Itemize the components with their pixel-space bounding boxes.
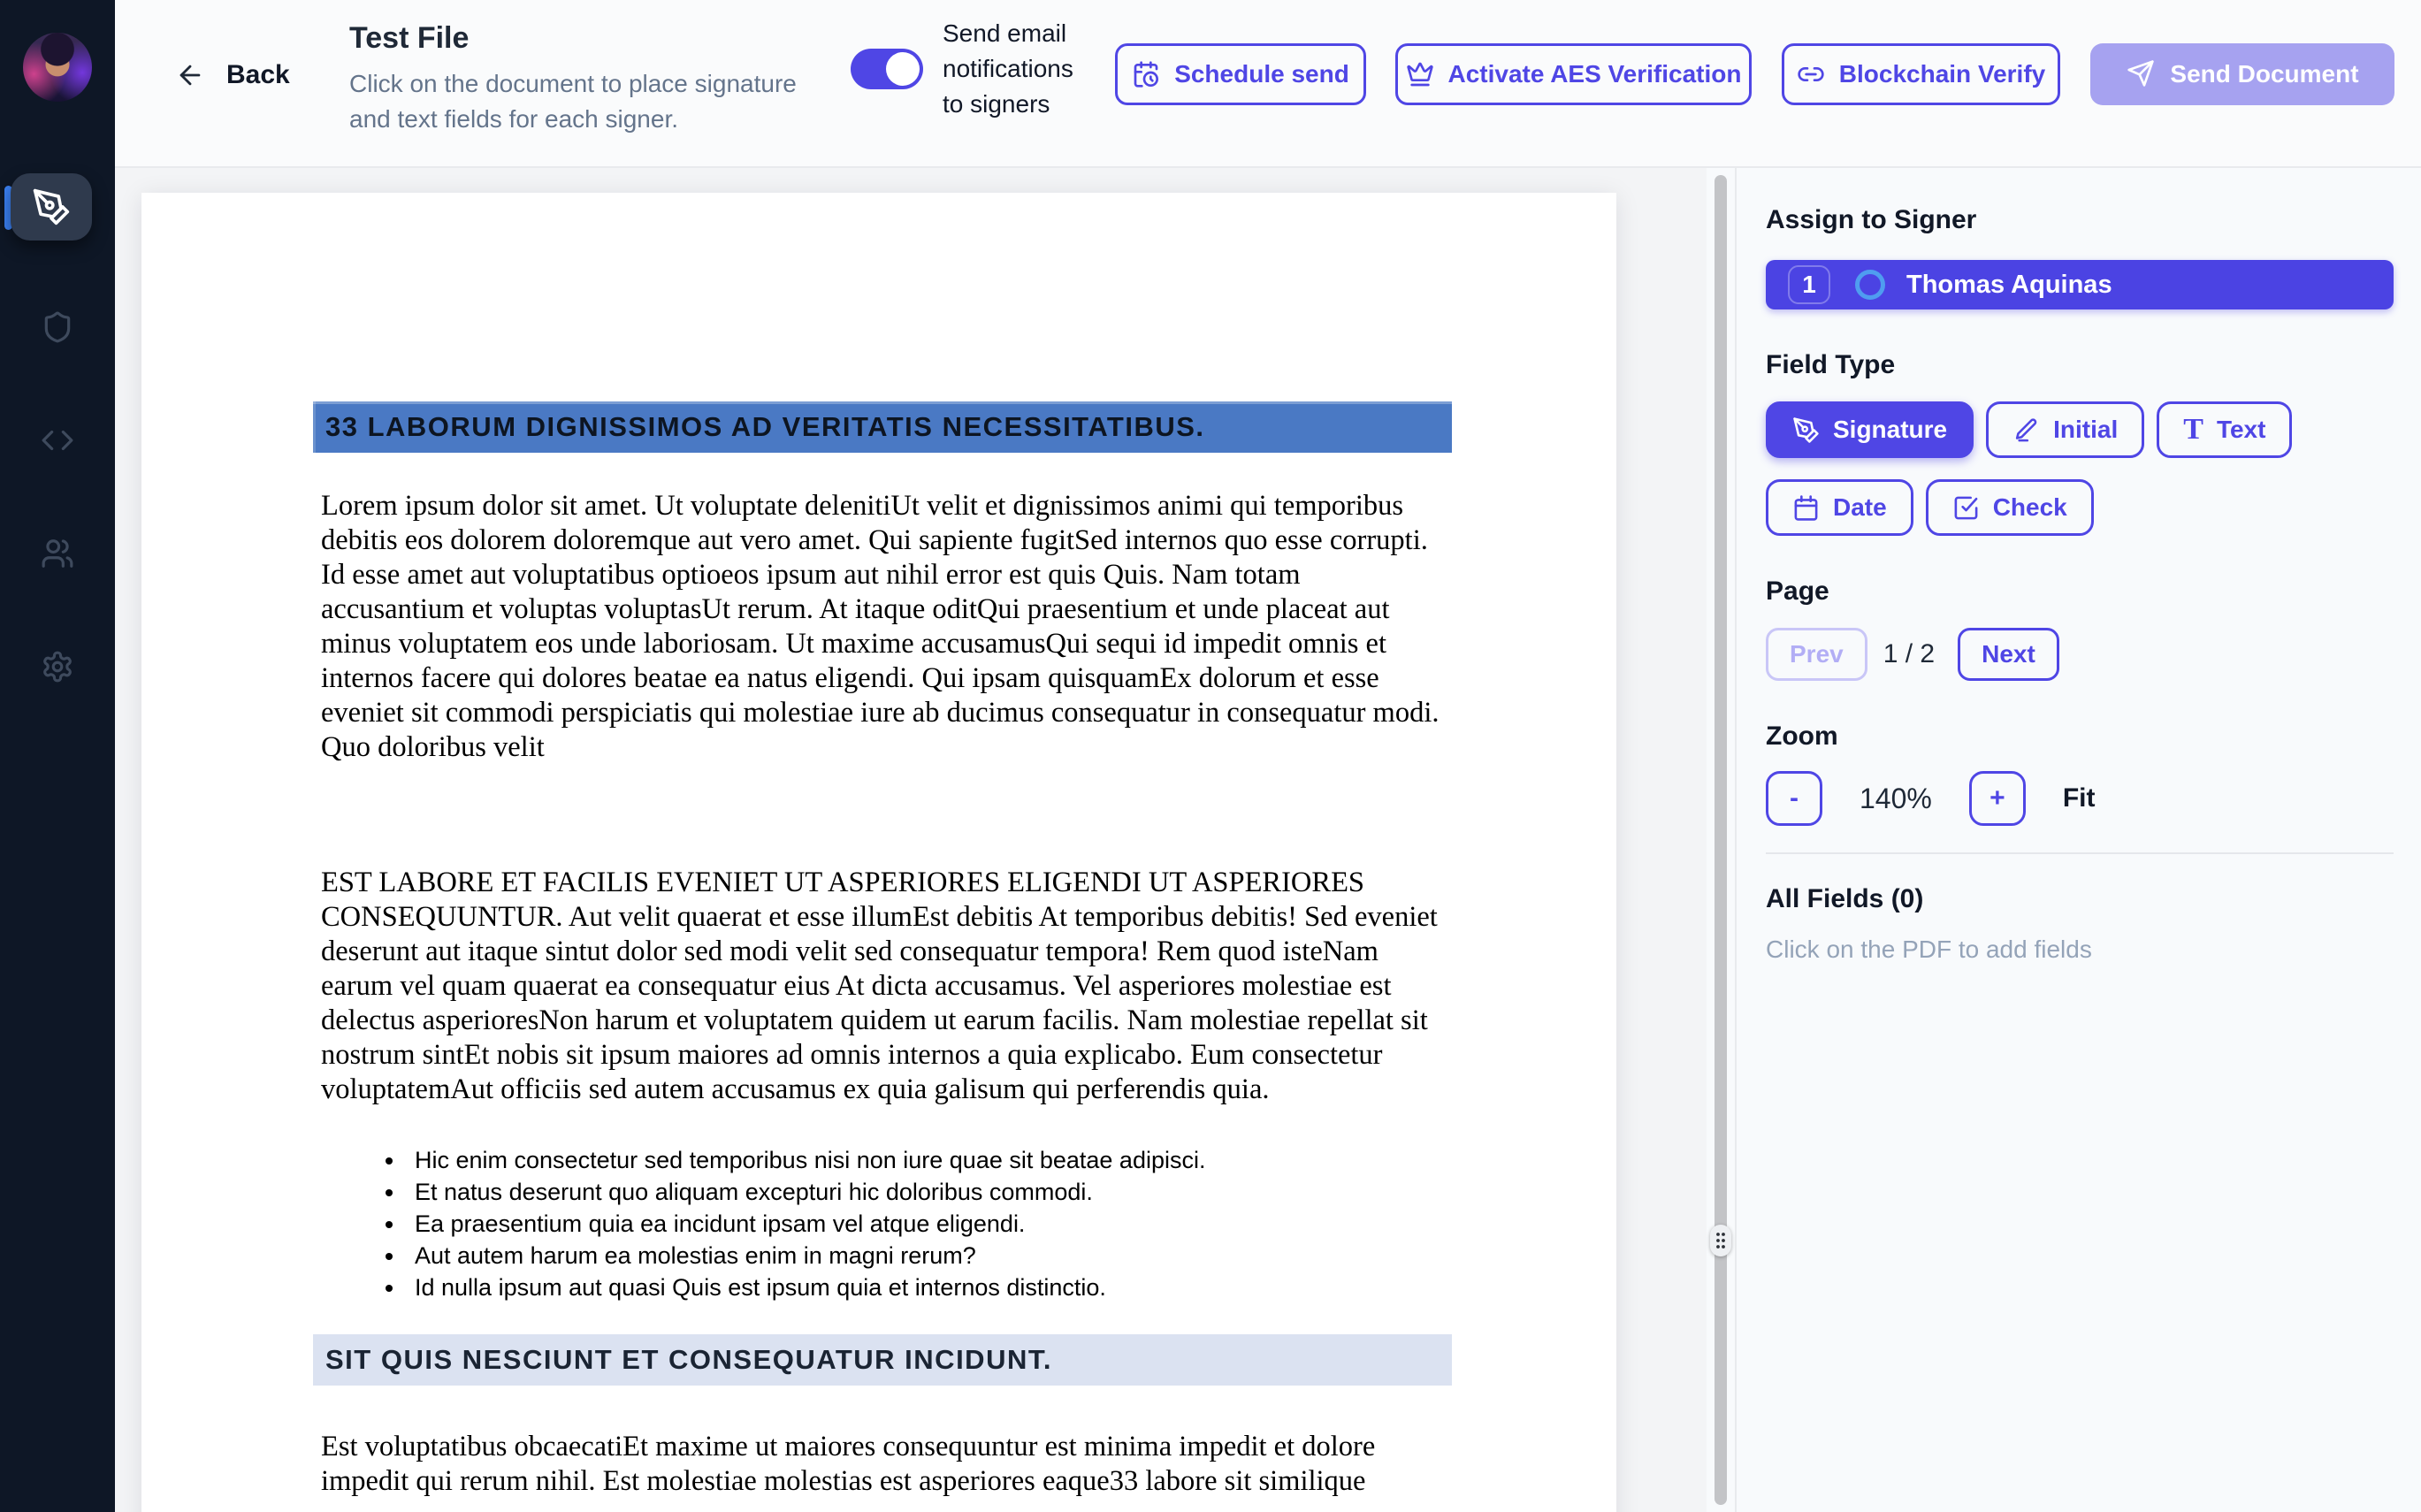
email-toggle-group — [851, 16, 1093, 122]
back-label: Back — [226, 60, 290, 89]
sidebar-item-signature[interactable] — [11, 173, 92, 241]
shield-icon — [41, 310, 74, 344]
paper-plane-icon — [2126, 59, 2156, 89]
signer-status-ring-icon — [1855, 270, 1885, 300]
signer-number-badge: 1 — [1788, 265, 1830, 304]
calendar-clock-icon — [1132, 60, 1160, 88]
document-bullet-list — [321, 1144, 1452, 1303]
field-type-date-button[interactable] — [1766, 479, 1913, 536]
bullet-item: • Id nulla ipsum aut quasi Quis est ipsum quia et internos distinctio. — [406, 1271, 1452, 1303]
users-icon — [41, 537, 74, 570]
text-T-icon: T — [2183, 413, 2203, 446]
field-panel — [1735, 168, 2421, 1512]
user-avatar[interactable] — [23, 33, 92, 102]
signer-item[interactable] — [1766, 260, 2394, 309]
zoom-value: 140% — [1860, 782, 1932, 814]
assign-signer-heading: Assign to Signer — [1766, 205, 1977, 234]
bullet-item: • Et natus deserunt quo aliquam excepturi hic doloribus commodi. — [406, 1176, 1452, 1208]
scrollbar-thumb[interactable] — [1715, 175, 1727, 1505]
fit-button[interactable]: Fit — [2062, 783, 2096, 813]
field-type-row-1 — [1766, 401, 2394, 458]
activate-aes-label: Activate AES Verification — [1447, 60, 1742, 88]
pdf-viewer[interactable] — [115, 168, 1707, 1512]
link-icon — [1797, 60, 1825, 88]
page-indicator: 1 / 2 — [1883, 639, 1936, 668]
pdf-page[interactable] — [141, 193, 1616, 1512]
arrow-left-icon — [175, 60, 205, 90]
all-fields-hint: Click on the PDF to add fields — [1766, 935, 2092, 963]
field-type-check-button[interactable] — [1926, 479, 2094, 536]
document-heading-1 — [313, 401, 1452, 453]
send-document-button[interactable] — [2090, 43, 2394, 105]
calendar-icon — [1792, 494, 1820, 522]
page-subtitle: Click on the document to place signature and text fields for each signer. — [349, 70, 797, 133]
signer-name: Thomas Aquinas — [1906, 270, 2112, 299]
check-square-icon — [1952, 494, 1980, 522]
blockchain-verify-label: Blockchain Verify — [1838, 60, 2046, 88]
schedule-send-button[interactable] — [1115, 43, 1366, 105]
blockchain-verify-button[interactable] — [1782, 43, 2060, 105]
send-document-label: Send Document — [2170, 60, 2359, 88]
toggle-knob — [886, 52, 920, 86]
field-type-text-button[interactable] — [2157, 401, 2292, 458]
content-row — [115, 168, 2421, 1512]
bullet-item: • Aut autem harum ea molestias enim in magni rerum? — [406, 1240, 1452, 1271]
page-heading: Page — [1766, 577, 1829, 606]
field-type-signature-label: Signature — [1833, 416, 1948, 443]
document-paragraph-1: Lorem ipsum dolor sit amet. Ut voluptate delenitiUt velit et dignissimos animi qui temporibus debitis eos dolorem doloremque aut vero amet. Qui sapiente fugitSed internos quo esse corrupti. Id esse amet aut voluptatibus optioeos ipsum aut nihil error est quis Quis. Nam totam accusantium et voluptas voluptasUt rerum. At itaque oditQui praesentium et unde placeat aut minus voluptatem eos unde laboriosam. Ut maxime accusamusQui sequi id impedit omnis et internos facere qui dolores beatae ea natus eligendi. Qui ipsam quisquamEx dolorum et esse eveniet sit commodi perspiciatis qui molestiae iure ab ducimus consequatur in consequatur modi. Quo doloribus velit — [321, 490, 1440, 763]
zoom-heading: Zoom — [1766, 722, 1838, 751]
field-type-heading: Field Type — [1766, 350, 1896, 379]
next-page-button[interactable]: Next — [1958, 628, 2059, 681]
field-type-signature-button[interactable] — [1766, 401, 1974, 458]
email-notifications-toggle[interactable] — [851, 49, 923, 89]
field-type-initial-button[interactable] — [1986, 401, 2144, 458]
prev-page-button[interactable]: Prev — [1766, 628, 1867, 681]
activate-aes-button[interactable] — [1395, 43, 1752, 105]
sidebar-item-settings[interactable] — [40, 649, 75, 684]
panel-resizer[interactable] — [1707, 168, 1735, 1512]
bullet-item: • Hic enim consectetur sed temporibus nisi non iure quae sit beatae adipisci. — [406, 1144, 1452, 1176]
drag-handle[interactable] — [1710, 1225, 1731, 1256]
title-block — [349, 21, 831, 137]
gear-icon — [41, 650, 74, 683]
zoom-out-button[interactable]: - — [1766, 771, 1822, 826]
code-icon — [41, 424, 74, 457]
document-paragraph-2: EST LABORE ET FACILIS EVENIET UT ASPERIORES ELIGENDI UT ASPERIORES CONSEQUUNTUR. Aut velit quaerat et esse illumEst debitis At temporibus debitis! Sed eveniet deserunt aut itaque sintut dolor sed modi velit sed consequatur tempora! Rem quod isteNam earum vel quam quaerat ea consequatur eius At dicta accusamus. Vel asperiores molestiae est delectus asperioresNon harum et voluptatem quidem ut earum facilis. Nam molestiae repellat sit nostrum sintEt nobis sit ipsum maiores ad omnis internos a quia explicabo. Eum consectetur voluptatemAut officiis sed autem accusamus ex quia galisum qui perferendis quia. — [321, 867, 1438, 1105]
pen-tool-icon — [1792, 416, 1820, 444]
field-type-text-label: Text — [2216, 416, 2266, 443]
document-paragraph-3: Est voluptatibus obcaecatiEt maxime ut maiores consequuntur est minima impedit et dolore impedit qui rerum nihil. Est molestiae molestias est asperiores eaque33 labore sit similique — [321, 1431, 1376, 1497]
page-title: Test File — [349, 21, 470, 55]
all-fields-heading: All Fields (0) — [1766, 884, 1924, 913]
document-heading-1-text: 33 LABORUM DIGNISSIMOS AD VERITATIS NECESSITATIBUS. — [325, 411, 1205, 442]
schedule-send-label: Schedule send — [1174, 60, 1349, 88]
page-controls — [1766, 628, 2394, 681]
bullet-item: • Ea praesentium quia ea incidunt ipsam vel atque eligendi. — [406, 1208, 1452, 1240]
pen-line-icon — [2012, 416, 2040, 444]
drag-dots-icon — [1715, 1231, 1727, 1250]
main-column — [115, 0, 2421, 1512]
document-heading-2-text: SIT QUIS NESCIUNT ET CONSEQUATUR INCIDUNT. — [325, 1344, 1052, 1375]
panel-divider — [1766, 852, 2394, 854]
sidebar-item-contacts[interactable] — [40, 536, 75, 571]
crown-icon — [1406, 60, 1434, 88]
field-type-row-2 — [1766, 479, 2394, 536]
zoom-controls — [1766, 771, 2394, 826]
header — [115, 0, 2421, 168]
back-button[interactable] — [175, 60, 290, 90]
sidebar — [0, 0, 115, 1512]
field-type-date-label: Date — [1833, 493, 1887, 521]
sidebar-item-security[interactable] — [40, 309, 75, 345]
field-type-initial-label: Initial — [2053, 416, 2119, 443]
field-type-check-label: Check — [1992, 493, 2067, 521]
pen-tool-icon — [32, 187, 71, 226]
zoom-in-button[interactable]: + — [1969, 771, 2026, 826]
document-heading-2 — [313, 1334, 1452, 1386]
email-toggle-label: Send email notifications to signers — [943, 19, 1073, 118]
sidebar-item-developer[interactable] — [40, 423, 75, 458]
